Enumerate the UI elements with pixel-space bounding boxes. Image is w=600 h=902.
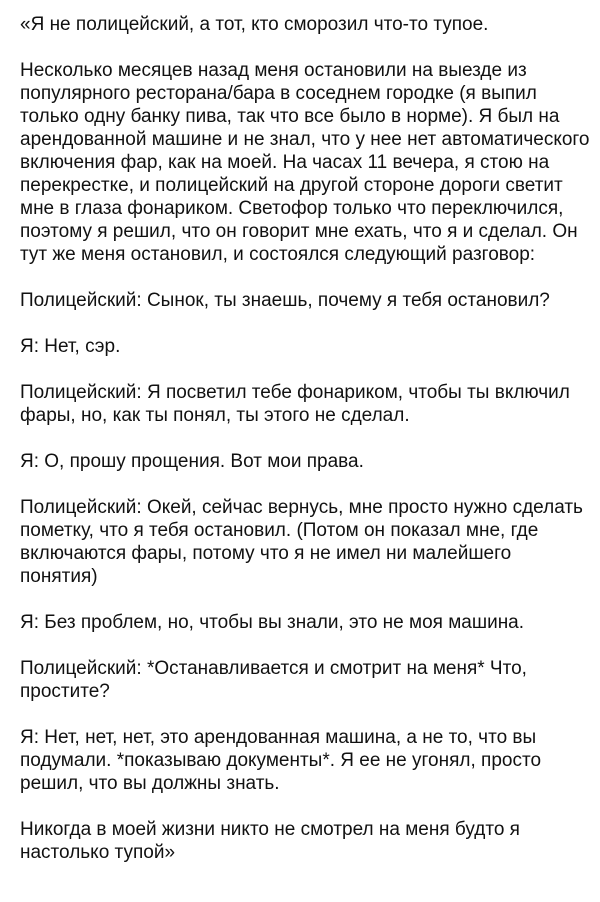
paragraph-spacer (20, 312, 590, 335)
paragraph-spacer (20, 36, 590, 59)
story-closing-paragraph: Никогда в моей жизни никто не смотрел на меня будто я настолько тупой» (20, 819, 520, 863)
dialogue-line-officer-1: Полицейский: Сынок, ты знаешь, почему я тебя остановил? (20, 290, 550, 311)
dialogue-line-me-3: Я: Без проблем, но, чтобы вы знали, это не моя машина. (20, 612, 525, 633)
dialogue-line-officer-2: Полицейский: Я посветил тебе фонариком, чтобы ты включил фары, но, как ты понял, ты этого не сделал. (20, 382, 570, 426)
story-title-line: «Я не полицейский, а тот, кто сморозил что-то тупое. (20, 14, 489, 35)
paragraph-spacer (20, 795, 590, 818)
paragraph-spacer (20, 358, 590, 381)
dialogue-line-me-2: Я: О, прошу прощения. Вот мои права. (20, 451, 364, 472)
paragraph-spacer (20, 588, 590, 611)
paragraph-spacer (20, 266, 590, 289)
dialogue-line-me-1: Я: Нет, сэр. (20, 336, 121, 357)
paragraph-spacer (20, 427, 590, 450)
story-intro-paragraph: Несколько месяцев назад меня остановили на выезде из популярного ресторана/бара в соседнем городке (я выпил только одну банку пива, так что все было в норме). Я был на арендованной машине и не знал, что у нее нет автоматического включения фар, как на моей. На часах 11 вечера, я стою на перекрестке, и полицейский на другой стороне дороги светит мне в глаза фонариком. Светофор только что переключился, поэтому я решил, что он говорит мне ехать, что я и сделал. Он тут же меня остановил, и состоялся следующий разговор: (20, 60, 590, 265)
paragraph-spacer (20, 703, 590, 726)
paragraph-spacer (20, 473, 590, 496)
dialogue-line-officer-4: Полицейский: *Останавливается и смотрит на меня* Что, простите? (20, 658, 527, 702)
dialogue-line-me-4: Я: Нет, нет, нет, это арендованная машина, а не то, что вы подумали. *показываю документы*. Я ее не угонял, просто решил, что вы должны знать. (20, 727, 542, 794)
dialogue-line-officer-3: Полицейский: Окей, сейчас вернусь, мне просто нужно сделать пометку, что я тебя остановил. (Потом он показал мне, где включаются фары, потому что я не имел ни малейшего понятия) (20, 497, 583, 587)
story-document (20, 13, 590, 864)
paragraph-spacer (20, 634, 590, 657)
